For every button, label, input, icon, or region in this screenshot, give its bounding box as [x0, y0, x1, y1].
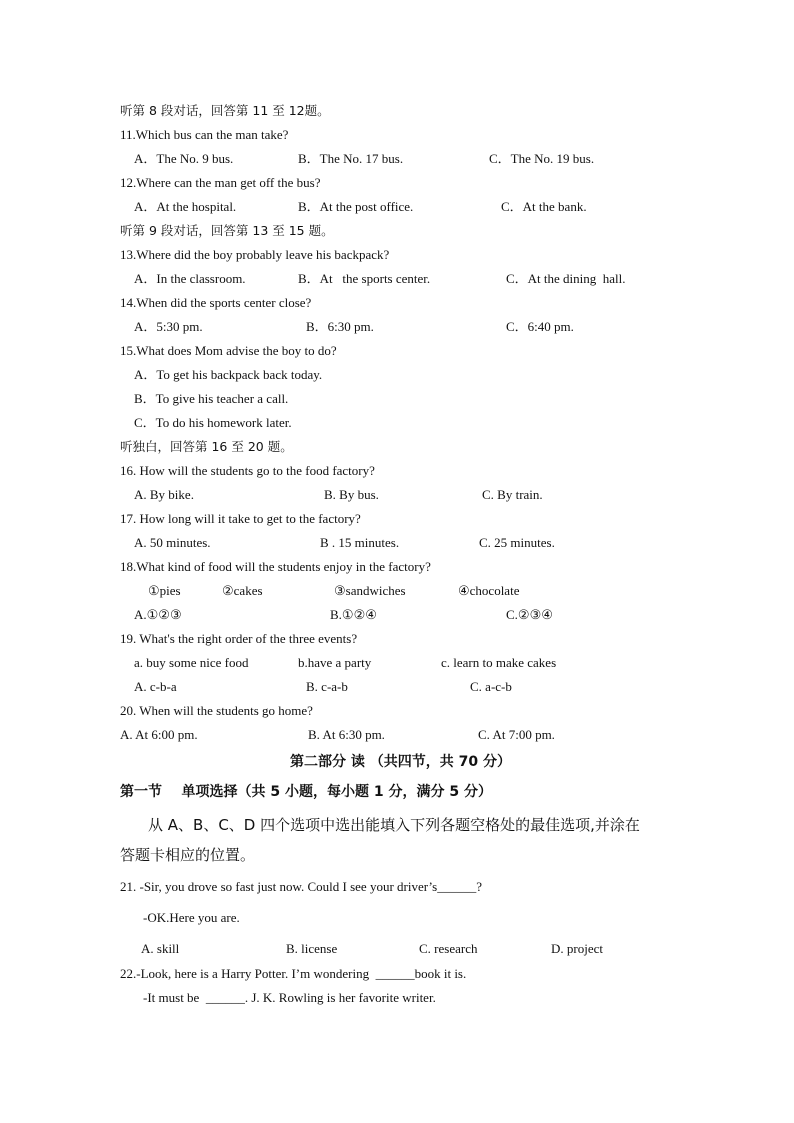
question-21-option-b: B. license	[286, 941, 338, 956]
question-21-reply: -OK.Here you are.	[143, 910, 240, 925]
question-18-item-2: ②cakes	[222, 583, 263, 598]
question-17-option-a: A. 50 minutes.	[134, 535, 211, 550]
question-11-option-b: B．The No. 17 bus.	[298, 151, 404, 166]
question-17-stem: 17. How long will it take to get to the factory?	[120, 511, 361, 526]
question-22-stem: 22.-Look, here is a Harry Potter. I’m wondering ______book it is.	[120, 966, 467, 981]
question-20-option-c: C. At 7:00 pm.	[478, 727, 555, 742]
question-19-event-a: a. buy some nice food	[134, 655, 249, 670]
question-19-event-b: b.have a party	[298, 655, 372, 670]
question-16-option-b: B. By bus.	[324, 487, 379, 502]
question-16-option-a: A. By bike.	[134, 487, 194, 502]
question-12-option-b: B．At the post office.	[298, 199, 414, 214]
question-11-option-c: C．The No. 19 bus.	[489, 151, 595, 166]
question-15-option-b: B．To give his teacher a call.	[134, 391, 289, 406]
part-2-instruction-line-1: 从 A、B、C、D 四个选项中选出能填入下列各题空格处的最佳选项,并涂在	[148, 816, 640, 834]
question-12-stem: 12.Where can the man get off the bus?	[120, 175, 321, 190]
question-21-option-c: C. research	[419, 941, 478, 956]
question-22-reply: -It must be ______. J. K. Rowling is her favorite writer.	[143, 990, 436, 1005]
question-11-option-a: A．The No. 9 bus.	[134, 151, 234, 166]
question-12-option-c: C．At the bank.	[501, 199, 587, 214]
question-17-option-b: B . 15 minutes.	[320, 535, 400, 550]
question-15-stem: 15.What does Mom advise the boy to do?	[120, 343, 337, 358]
section-heading-monologue: 听独白，回答第 16 至 20 题。	[120, 439, 293, 454]
question-19-option-b: B. c-a-b	[306, 679, 348, 694]
question-16-stem: 16. How will the students go to the food factory?	[120, 463, 375, 478]
question-18-stem: 18.What kind of food will the students enjoy in the factory?	[120, 559, 431, 574]
question-19-stem: 19. What's the right order of the three events?	[120, 631, 358, 646]
question-13-option-b: B．At the sports center.	[298, 271, 431, 286]
question-18-item-3: ③sandwiches	[334, 583, 406, 598]
question-14-option-a: A．5:30 pm.	[134, 319, 203, 334]
question-21-option-d: D. project	[551, 941, 603, 956]
question-12-option-a: A．At the hospital.	[134, 199, 237, 214]
question-13-option-c: C．At the dining hall.	[506, 271, 626, 286]
question-18-option-b: B.①②④	[330, 607, 377, 622]
question-13-stem: 13.Where did the boy probably leave his backpack?	[120, 247, 390, 262]
question-14-option-b: B．6:30 pm.	[306, 319, 374, 334]
part-2-title: 第二部分 读 （共四节，共 70 分）	[290, 754, 511, 770]
question-19-event-c: c. learn to make cakes	[441, 655, 557, 670]
question-18-item-4: ④chocolate	[458, 583, 520, 598]
question-18-option-c: C.②③④	[506, 607, 553, 622]
question-11-stem: 11.Which bus can the man take?	[120, 127, 289, 142]
question-17-option-c: C. 25 minutes.	[479, 535, 555, 550]
question-19-option-a: A. c-b-a	[134, 679, 177, 694]
question-15-option-c: C．To do his homework later.	[134, 415, 292, 430]
question-14-option-c: C．6:40 pm.	[506, 319, 574, 334]
question-18-option-a: A.①②③	[134, 607, 182, 622]
question-21-stem: 21. -Sir, you drove so fast just now. Could I see your driver’s______?	[120, 879, 482, 894]
part-2-section-1-title: 第一节 单项选择（共 5 小题，每小题 1 分，满分 5 分）	[120, 784, 492, 800]
section-heading-dialog-8: 听第 8 段对话，回答第 11 至 12题。	[120, 103, 330, 118]
question-20-option-b: B. At 6:30 pm.	[308, 727, 385, 742]
question-15-option-a: A．To get his backpack back today.	[134, 367, 323, 382]
section-heading-dialog-9: 听第 9 段对话，回答第 13 至 15 题。	[120, 223, 334, 238]
question-13-option-a: A．In the classroom.	[134, 271, 246, 286]
question-19-option-c: C. a-c-b	[470, 679, 512, 694]
question-16-option-c: C. By train.	[482, 487, 543, 502]
question-18-item-1: ①pies	[148, 583, 181, 598]
question-14-stem: 14.When did the sports center close?	[120, 295, 312, 310]
question-21-option-a: A. skill	[141, 941, 180, 956]
question-20-stem: 20. When will the students go home?	[120, 703, 313, 718]
part-2-instruction-line-2: 答题卡相应的位置。	[120, 846, 256, 864]
question-20-option-a: A. At 6:00 pm.	[120, 727, 198, 742]
